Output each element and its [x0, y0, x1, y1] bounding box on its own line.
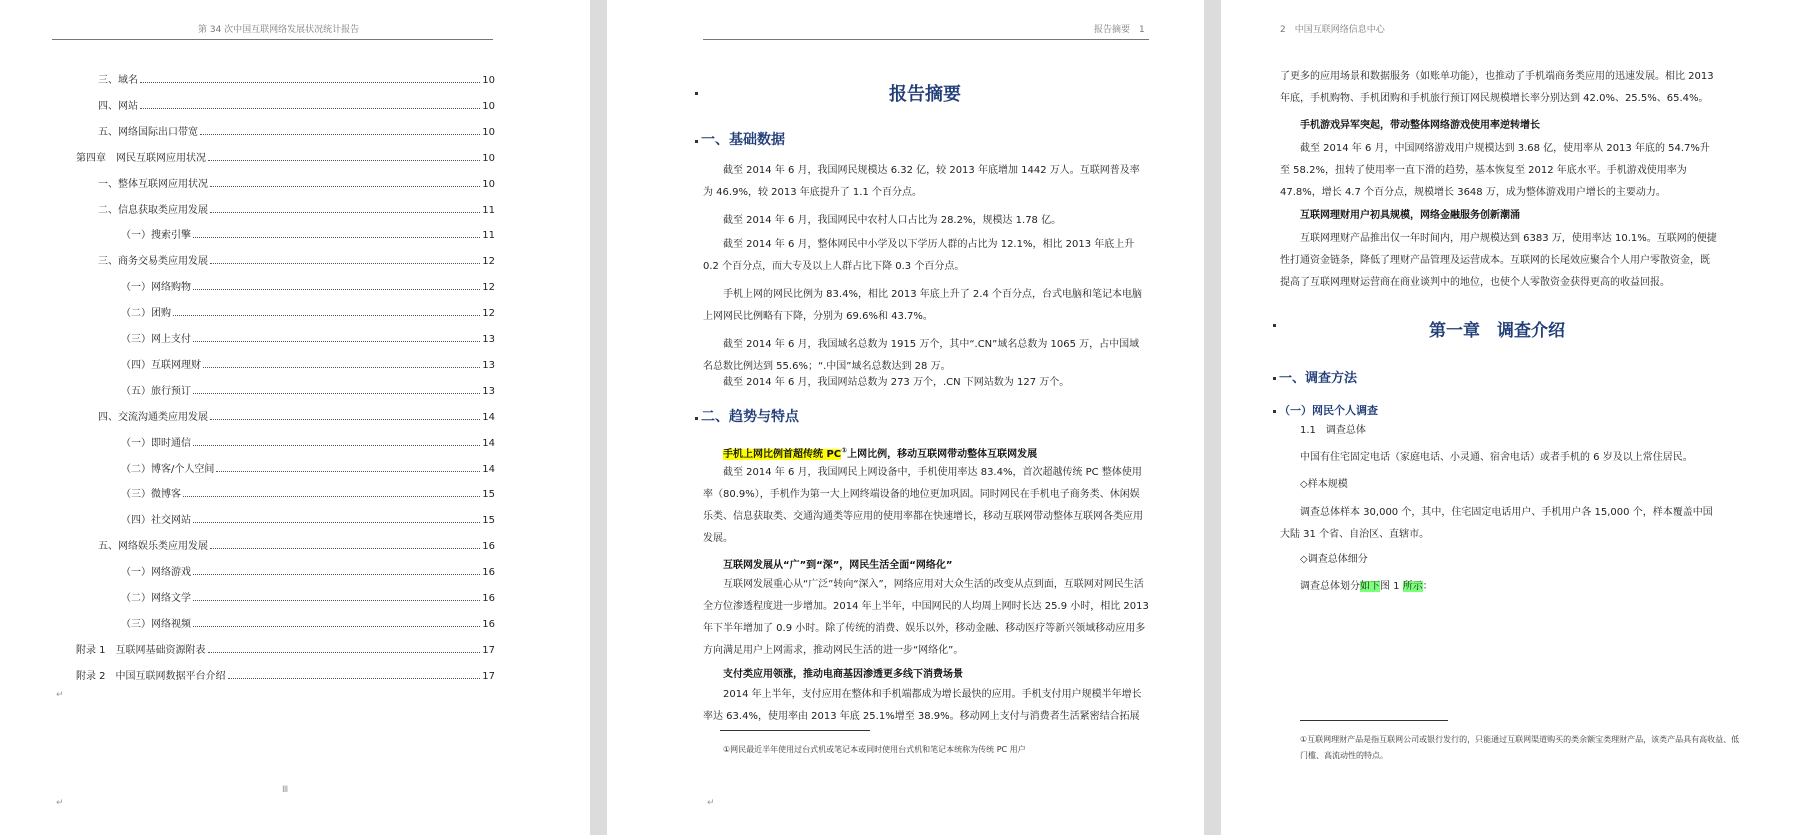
- subsection-label: ◇样本规模: [1300, 479, 1348, 490]
- toc-entry-page: 12: [482, 282, 495, 294]
- footnote: ①互联网理财产品是指互联网公司或银行发行的，只能通过互联网渠道购买的类余额宝类理财产品，该类产品具有高收益、低门槛、高流动性的特点。: [1300, 735, 1740, 760]
- toc-entry[interactable]: [121, 564, 495, 578]
- toc-entry-label: （三）网上支付: [121, 334, 191, 345]
- highlighted-text: 手机上网比例首超传统 PC: [723, 449, 842, 460]
- heading-bullet: [695, 417, 698, 420]
- toc-entry[interactable]: [121, 616, 495, 630]
- footnote-rule: [1300, 720, 1448, 721]
- toc-leader-dots: [183, 496, 480, 497]
- paragraph: 截至 2014 年 6 月，整体网民中小学及以下学历人群的占比为 12.1%，相比 2013 年底上升 0.2 个百分点，而大专及以上人群占比下降 0.3 个百分点。: [703, 239, 1135, 272]
- toc-entry[interactable]: [76, 150, 495, 164]
- toc-leader-dots: [208, 160, 480, 161]
- paragraph: 截至 2014 年 6 月，中国网络游戏用户规模达到 3.68 亿，使用率从 2013 年底的 54.7%升至 58.2%，扭转了使用率一直下滑的趋势，基本恢复至 2012 年底水平。手机游戏使用率为 47.8%，增长 4.7 个百分点，规模增长 3648 万，成为整体游戏用户增长的主要动力。: [1280, 143, 1710, 198]
- toc-entry[interactable]: [121, 383, 495, 397]
- trend-heading: 手机游戏异军突起，带动整体网络游戏使用率逆转增长: [1300, 120, 1540, 131]
- trend-heading: 互联网理财用户初具规模，网络金融服务创新潮涌: [1300, 210, 1520, 221]
- toc-leader-dots: [210, 263, 480, 264]
- heading-bullet: [1273, 377, 1276, 380]
- toc-entry[interactable]: [98, 253, 495, 267]
- toc-leader-dots: [193, 289, 480, 290]
- toc-entry-label: 四、网站: [98, 100, 138, 112]
- toc-entry-page: 13: [482, 359, 495, 371]
- paragraph: 截至 2014 年 6 月，我国网民上网设备中，手机使用率达 83.4%，首次超越传统 PC 整体使用率（80.9%），手机作为第一大上网终端设备的地位更加巩固。同时网民在手机电子商务类、休闲娱乐类、信息获取类、交通沟通类等应用的使用率都在快速增长，移动互联网带动整体互联网各类应用发展。: [703, 467, 1143, 544]
- toc-entry-page: 14: [482, 463, 495, 475]
- footnote-rule: [720, 730, 870, 731]
- document-title: 报告摘要: [889, 84, 961, 105]
- paragraph: 调查总体划分如下图 1 所示：: [1300, 581, 1433, 592]
- toc-entry-page: 11: [482, 204, 495, 216]
- paragraph: 2014 年上半年，支付应用在整体和手机端都成为增长最快的应用。手机支付用户规模半年增长率达 63.4%，使用率由 2013 年底 25.1%增至 38.9%。移动网上支付与消费者生活紧密结合拓展: [703, 689, 1142, 722]
- paragraph: 截至 2014 年 6 月，我国网民规模达 6.32 亿，较 2013 年底增加 1442 万人。互联网普及率为 46.9%，较 2013 年底提升了 1.1 个百分点。: [703, 165, 1140, 198]
- toc-entry-label: （一）网络购物: [121, 282, 191, 294]
- toc-leader-dots: [200, 134, 480, 135]
- toc-entry[interactable]: [121, 590, 495, 604]
- footnote: ①网民最近半年使用过台式机或笔记本或同时使用台式机和笔记本统称为传统 PC 用户: [723, 745, 1026, 754]
- toc-entry[interactable]: [98, 98, 495, 112]
- toc-entry-label: （二）博客/个人空间: [121, 463, 215, 475]
- toc-leader-dots: [173, 315, 480, 316]
- toc-entry[interactable]: [121, 512, 495, 526]
- toc-entry-page: 13: [482, 334, 495, 345]
- toc-entry[interactable]: [121, 486, 495, 500]
- toc-entry-page: 14: [482, 437, 495, 449]
- paragraph: 截至 2014 年 6 月，我国域名总数为 1915 万个，其中“.CN”域名总数为 1065 万，占中国域名总数比例达到 55.6%；“.中国”域名总数达到 28 万。: [703, 339, 1140, 372]
- toc-entry[interactable]: [98, 176, 495, 190]
- heading-bullet: [695, 92, 698, 95]
- page-header: 2 中国互联网络信息中心: [1280, 25, 1385, 35]
- highlighted-text: 如下: [1360, 581, 1380, 592]
- paragraph: 互联网发展重心从“广泛”转向“深入”，网络应用对大众生活的改变从点到面，互联网对网民生活全方位渗透程度进一步增加。2014 年上半年，中国网民的人均周上网时长达 25.9 小时，相比 2013 年下半年增加了 0.9 小时。除了传统的消费、娱乐以外，移动金融、移动医疗等新兴领域移动应用多方向满足用户上网需求，推动网民生活的进一步“网络化”。: [703, 579, 1149, 656]
- toc-leader-dots: [193, 237, 480, 238]
- trend-heading: 互联网发展从“广”到“深”，网民生活全面“网络化”: [723, 560, 953, 571]
- toc-entry-label: 二、信息获取类应用发展: [98, 204, 208, 216]
- trend-heading: 手机上网比例首超传统 PC①上网比例，移动互联网带动整体互联网发展: [723, 446, 1038, 460]
- header-rule: [52, 39, 493, 40]
- toc-entry-label: （四）社交网站: [121, 515, 191, 527]
- toc-leader-dots: [210, 212, 480, 213]
- page-3: [1221, 0, 1805, 835]
- subsection-label: 1.1 调查总体: [1300, 425, 1366, 436]
- toc-leader-dots: [193, 341, 480, 342]
- toc-entry[interactable]: [98, 202, 495, 216]
- toc-leader-dots: [193, 574, 480, 575]
- toc-entry-page: 16: [482, 593, 495, 604]
- section-heading: 一、基础数据: [701, 132, 785, 148]
- paragraph: 中国有住宅固定电话（家庭电话、小灵通、宿舍电话）或者手机的 6 岁及以上常住居民。: [1300, 452, 1693, 463]
- toc-entry[interactable]: [98, 72, 495, 86]
- heading-bullet: [1273, 410, 1276, 413]
- toc-entry-label: （三）网络视频: [121, 618, 191, 630]
- toc-entry[interactable]: [121, 331, 495, 345]
- toc-leader-dots: [210, 419, 480, 420]
- toc-entry-page: 12: [482, 308, 495, 320]
- paragraph: 截至 2014 年 6 月，我国网民中农村人口占比为 28.2%，规模达 1.78 亿。: [723, 215, 1062, 226]
- toc-entry-page: 16: [482, 567, 495, 579]
- subsection-label: ◇调查总体细分: [1300, 554, 1368, 565]
- chapter-heading: 第一章 调查介绍: [1429, 321, 1565, 341]
- toc-entry[interactable]: [121, 279, 495, 293]
- toc-entry-page: 10: [482, 152, 495, 164]
- page-header: 第 34 次中国互联网络发展状况统计报告: [198, 25, 360, 35]
- toc-entry-label: 附录 2 中国互联网数据平台介绍: [76, 670, 226, 682]
- toc-leader-dots: [193, 393, 480, 394]
- toc-leader-dots: [140, 82, 480, 83]
- toc-leader-dots: [210, 548, 480, 549]
- toc-entry-page: 17: [482, 644, 495, 656]
- toc-leader-dots: [140, 108, 480, 109]
- paragraph: 调查总体样本 30,000 个，其中，住宅固定电话用户、手机用户各 15,000 个，样本覆盖中国大陆 31 个省、自治区、直辖市。: [1280, 507, 1713, 540]
- toc-entry-label: 五、网络国际出口带宽: [98, 126, 198, 138]
- toc-entry[interactable]: [121, 461, 495, 475]
- toc-entry-label: 四、交流沟通类应用发展: [98, 411, 208, 423]
- highlighted-text: 所示: [1402, 581, 1423, 592]
- paragraph: 了更多的应用场景和数据服务（如账单功能），也推动了手机端商务类应用的迅速发展。相比 2013 年底，手机购物、手机团购和手机旅行预订网民规模增长率分别达到 42.0%、25.5%、65.4%。: [1280, 71, 1714, 104]
- toc-entry-label: （一）搜索引擎: [121, 230, 191, 242]
- toc-entry-page: 11: [482, 230, 495, 242]
- toc-leader-dots: [193, 626, 480, 627]
- toc-entry-page: 10: [482, 100, 495, 112]
- toc-leader-dots: [203, 367, 480, 368]
- toc-entry[interactable]: [98, 124, 495, 138]
- toc-entry-page: 15: [482, 515, 495, 527]
- heading-bullet: [1273, 324, 1276, 327]
- page-2: [607, 0, 1204, 835]
- toc-entry-page: 12: [482, 256, 495, 268]
- toc-entry-label: （三）微博客: [121, 489, 181, 501]
- toc-entry-label: 一、整体互联网应用状况: [98, 178, 208, 190]
- toc-entry[interactable]: [121, 305, 495, 319]
- page-header: 报告摘要 1: [1094, 25, 1145, 35]
- toc-entry-label: 五、网络娱乐类应用发展: [98, 541, 208, 553]
- toc-entry-page: 13: [482, 385, 495, 397]
- toc-leader-dots: [193, 522, 480, 523]
- toc-entry-page: 16: [482, 618, 495, 630]
- paragraph-mark: ↵: [56, 690, 64, 700]
- toc-entry[interactable]: [121, 227, 495, 241]
- section-heading: 二、趋势与特点: [701, 409, 799, 425]
- toc-entry-label: 第四章 网民互联网应用状况: [76, 152, 206, 164]
- toc-leader-dots: [193, 600, 480, 601]
- toc-entry-label: （一）网络游戏: [121, 567, 191, 579]
- toc-entry-label: （二）团购: [121, 308, 171, 320]
- toc-entry[interactable]: [76, 642, 495, 656]
- toc-entry[interactable]: [98, 409, 495, 423]
- toc-entry-label: 三、域名: [98, 75, 138, 86]
- heading-bullet: [695, 140, 698, 143]
- toc-entry-page: 10: [482, 126, 495, 138]
- trend-heading: 支付类应用领涨，推动电商基因渗透更多线下消费场景: [723, 669, 963, 680]
- toc-entry-label: 附录 1 互联网基础资源附表: [76, 644, 206, 656]
- toc-entry-page: 17: [482, 670, 495, 682]
- toc-entry-label: （四）互联网理财: [121, 359, 201, 371]
- toc-leader-dots: [228, 678, 481, 679]
- paragraph-mark: ↵: [56, 798, 64, 808]
- toc-entry[interactable]: [121, 357, 495, 371]
- paragraph: 互联网理财产品推出仅一年时间内，用户规模达到 6383 万，使用率达 10.1%。互联网的便捷性打通资金链条，降低了理财产品管理及运营成本。互联网的长尾效应聚合个人用户零散资金，既提高了互联网理财运营商在商业谈判中的地位，也使个人零散资金获得更高的收益回报。: [1280, 233, 1717, 288]
- toc-entry[interactable]: [76, 668, 495, 682]
- page-1: [0, 0, 590, 835]
- toc-entry[interactable]: [121, 435, 495, 449]
- toc-entry-page: 15: [482, 489, 495, 501]
- toc-leader-dots: [216, 471, 480, 472]
- paragraph: 手机上网的网民比例为 83.4%，相比 2013 年底上升了 2.4 个百分点，台式电脑和笔记本电脑上网网民比例略有下降，分别为 69.6%和 43.7%。: [703, 289, 1143, 322]
- section-heading: 一、调查方法: [1279, 371, 1358, 386]
- subsection-heading: （一）网民个人调查: [1279, 404, 1378, 417]
- toc-entry-page: 10: [482, 178, 495, 190]
- toc-entry-label: （一）即时通信: [121, 437, 191, 449]
- paragraph: 截至 2014 年 6 月，我国网站总数为 273 万个，.CN 下网站数为 127 万个。: [723, 377, 1070, 388]
- toc-entry-label: 三、商务交易类应用发展: [98, 256, 208, 268]
- toc-entry-page: 16: [482, 541, 495, 553]
- page-number: Ⅲ: [282, 785, 289, 795]
- toc-leader-dots: [210, 186, 480, 187]
- toc-entry[interactable]: [98, 538, 495, 552]
- header-rule: [703, 39, 1149, 40]
- paragraph-mark: ↵: [707, 798, 715, 808]
- toc-entry-label: （二）网络文学: [121, 593, 191, 604]
- toc-leader-dots: [193, 445, 480, 446]
- toc-entry-page: 14: [482, 411, 495, 423]
- toc-leader-dots: [208, 652, 481, 653]
- toc-entry-page: 10: [482, 75, 495, 86]
- toc-entry-label: （五）旅行预订: [121, 385, 191, 397]
